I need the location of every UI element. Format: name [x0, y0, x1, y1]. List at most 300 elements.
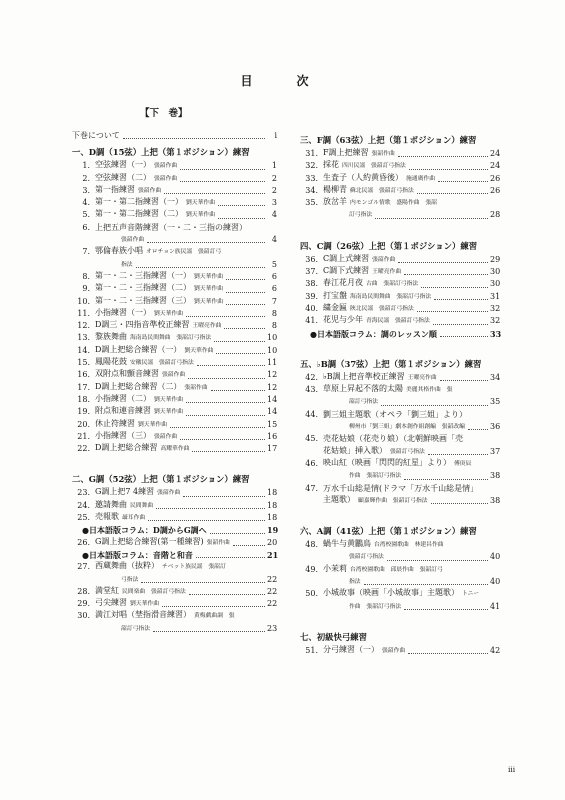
entry-title-text: 劉三姐主題歌（オペラ「劉三姐」より）: [323, 409, 467, 419]
entry-page: 14: [267, 407, 278, 417]
entry-number: 30.: [77, 611, 90, 621]
entry-credit: 柳州市「劉三姐」劇本創作組創編 張韶改編: [349, 424, 465, 431]
entry-credit: 海南島民間舞曲 張韶訂弓指法: [350, 293, 432, 300]
entry-title-text: 第一・第二指練習（二）: [95, 209, 183, 219]
entry-title-text: 放岔羊: [323, 197, 347, 207]
entry-page: 32: [490, 303, 501, 313]
entry-number: 3.: [82, 185, 90, 195]
leader-dots: [468, 429, 488, 430]
entry-page: 22: [267, 599, 278, 609]
entry-title: [323, 196, 437, 209]
entry-title: [323, 644, 405, 657]
entry-credit: 劉天華作曲: [194, 298, 223, 305]
entry-title-text: D調上把総合練習: [95, 443, 158, 453]
entry-title: [95, 344, 213, 357]
entry-number: 33.: [305, 173, 318, 183]
toc-entry: [72, 246, 277, 258]
entry-title: [95, 536, 230, 549]
entry-title: [95, 405, 183, 418]
entry-title: [95, 295, 223, 308]
entry-page: 3: [271, 198, 277, 208]
entry-credit: 古曲 張韶訂弓指法: [366, 281, 419, 288]
entry-page: 12: [267, 370, 278, 380]
entry-title: [72, 130, 120, 142]
entry-title: [323, 314, 430, 327]
leader-dots: [147, 242, 265, 243]
entry-number: 41.: [305, 316, 318, 326]
entry-title: [323, 563, 443, 576]
entry-title-text: 万水千山総是情(ドラマ「万水千山総是情」: [323, 483, 479, 493]
entry-credit: 指法: [121, 261, 133, 268]
entry-number: 32.: [305, 161, 318, 171]
entry-title-text: ●日本語版コラム：音階と和音: [82, 549, 193, 560]
leader-dots: [233, 545, 265, 546]
entry-page: 34: [490, 372, 501, 382]
entry-title: [95, 208, 215, 221]
leader-dots: [398, 156, 488, 157]
entry-page: 18: [267, 500, 278, 510]
entry-title: [95, 442, 189, 455]
entry-title: [118, 573, 138, 586]
page-number: iii: [508, 765, 516, 774]
entry-title-text: C調下式練習: [323, 266, 370, 276]
leader-dots: [211, 390, 265, 391]
entry-number: 12.: [77, 321, 90, 331]
entry-page: 2: [271, 173, 277, 183]
entry-title-text: 第一・二・三指練習（二）: [95, 283, 191, 293]
entry-title: [95, 368, 185, 381]
entry-number: 36.: [305, 254, 318, 264]
entry-title: [323, 587, 479, 600]
toc-entry: [300, 645, 500, 657]
entry-title: [95, 511, 145, 524]
leader-dots: [164, 193, 265, 194]
entry-title-text: ●日本語版コラム：D調からG調へ: [82, 525, 207, 536]
entry-number: 40.: [305, 303, 318, 313]
entry-title: [118, 258, 133, 271]
entry-credit: 王曜亮作曲: [407, 374, 437, 381]
entry-title: [95, 597, 159, 610]
entry-page: 29: [490, 254, 501, 264]
section-heading: 四、C調（26弦）上把（第１ポジション）練習: [300, 240, 478, 251]
leader-dots: [214, 341, 265, 342]
leader-dots: [404, 479, 488, 480]
section-heading: 六、A調（41弦）上把（第１ポジション）練習: [300, 526, 477, 537]
entry-number: 22.: [77, 444, 90, 454]
toc-entry: [72, 537, 277, 549]
entry-page: 30: [490, 279, 501, 289]
entry-title: [323, 383, 452, 396]
entry-title: [95, 486, 180, 499]
entry-credit: 張韶作曲: [371, 151, 395, 157]
entry-credit: 張韶訂弓指法: [390, 448, 425, 455]
entry-title: [95, 159, 177, 172]
entry-page: 28: [490, 210, 501, 220]
toc-entry: [72, 623, 277, 635]
entry-title: [323, 172, 435, 185]
section-heading: 七、初級快弓練習: [300, 631, 367, 642]
leader-dots: [218, 218, 265, 219]
entry-title-text: 満堂紅: [95, 585, 119, 595]
entry-credit: 張韶作曲: [121, 237, 145, 244]
entry-title-text: 小指練習（一）: [95, 307, 151, 317]
entry-title: [346, 469, 401, 482]
entry-title: [310, 328, 437, 340]
entry-title-text: 下巻について: [72, 131, 120, 140]
entry-page: i: [274, 131, 277, 140]
entry-title-text: 小指練習（三）: [95, 430, 151, 440]
leader-dots: [421, 287, 488, 288]
toc-entry: [72, 610, 277, 622]
leader-dots: [364, 584, 488, 585]
entry-credit: 張韶作曲: [138, 187, 162, 194]
entry-credit: 美麗其格作曲 張: [406, 387, 453, 394]
entry-credit: 張韶作曲: [157, 490, 181, 497]
entry-title-text: ●日本語版コラム：調のレッスン順: [310, 328, 437, 339]
entry-title-text: 生査子（人約黄昏後）: [323, 172, 403, 182]
entry-credit: 聶耳作曲: [122, 515, 146, 522]
entry-title-text: 花児与少年: [323, 315, 363, 325]
entry-page: 12: [267, 382, 278, 392]
entry-title: [95, 393, 183, 406]
entry-credit: 劉天華作曲: [138, 421, 167, 428]
entry-number: 20.: [77, 419, 90, 429]
entry-title-text: 上把五声音階練習（一・二・三指の練習）: [95, 222, 247, 232]
entry-credit: 安徽民謡 張韶訂弓指法: [130, 360, 194, 367]
section-heading: 一、D調（15弦）上把（第１ポジション）練習: [72, 147, 250, 158]
leader-dots: [162, 606, 265, 607]
entry-page: 22: [267, 586, 278, 596]
leader-dots: [148, 520, 265, 521]
entry-credit: 蘇北民謡 張韶訂弓指法: [350, 187, 414, 194]
entry-credit: 訂弓指法: [349, 212, 373, 219]
leader-dots: [123, 138, 265, 139]
entry-credit: 張韶訂弓指法: [349, 554, 384, 561]
leader-dots: [381, 405, 488, 406]
leader-dots: [434, 299, 488, 300]
entry-number: 8.: [82, 271, 90, 281]
toc-entry: [300, 328, 500, 340]
entry-page: 19: [267, 525, 279, 536]
leader-dots: [387, 560, 488, 561]
entry-number: 37.: [305, 267, 318, 277]
entry-credit: 青海民謡 張韶訂弓指法: [366, 318, 430, 325]
entry-number: 31.: [305, 149, 318, 158]
entry-page: 6: [271, 271, 277, 281]
entry-title-text: D調三・四指音準校正練習: [95, 320, 190, 330]
entry-title-text: 双附点和顫音練習: [95, 369, 159, 379]
entry-title: [95, 270, 223, 283]
entry-number: 38.: [305, 279, 318, 289]
entry-title-text: 花姑娘」挿入歌）: [323, 445, 387, 455]
entry-number: 39.: [305, 291, 318, 301]
entry-title: [323, 302, 414, 315]
entry-credit: 張韶作曲: [154, 163, 178, 170]
entry-credit: 張韶作曲: [184, 384, 208, 391]
entry-title: [323, 457, 471, 470]
leader-dots: [180, 181, 265, 182]
entry-number: 45.: [305, 434, 318, 444]
toc-right-column: [300, 130, 500, 657]
entry-credit: 韶訂弓指法: [349, 399, 378, 406]
entry-number: 5.: [82, 210, 90, 220]
entry-title: [95, 381, 208, 394]
entry-title: [95, 172, 177, 185]
leader-dots: [431, 503, 488, 504]
entry-title: [95, 307, 183, 320]
leader-dots: [226, 279, 265, 280]
entry-title-text: 黎族舞曲: [95, 332, 127, 342]
entry-number: 48.: [305, 540, 318, 550]
entry-number: 42.: [305, 372, 318, 382]
entry-page: 37: [490, 446, 501, 456]
entry-number: 35.: [305, 198, 318, 208]
entry-title: [323, 147, 395, 160]
entry-title: [323, 371, 437, 384]
entry-number: 9.: [82, 284, 90, 294]
entry-title-text: 鄂倫春族小唱: [95, 246, 143, 256]
leader-dots: [180, 169, 265, 170]
leader-dots: [404, 274, 488, 275]
entry-page: 10: [267, 345, 278, 355]
entry-title-text: 弓尖練習: [95, 598, 127, 608]
entry-number: 10.: [77, 296, 90, 306]
entry-number: 26.: [77, 537, 90, 547]
entry-number: 11.: [77, 308, 90, 318]
entry-title: [95, 196, 215, 209]
entry-page: 15: [267, 419, 278, 429]
entry-number: 15.: [77, 358, 90, 368]
entry-title-text: 繍金匾: [323, 302, 347, 312]
entry-credit: 陝北民謡 張韶訂弓指法: [350, 305, 414, 312]
entry-number: 14.: [77, 345, 90, 355]
section-gap: [300, 613, 500, 627]
entry-page: 40: [490, 552, 501, 562]
entry-title: [346, 420, 465, 433]
entry-number: 46.: [305, 458, 318, 468]
entry-page: 5: [271, 259, 277, 269]
leader-dots: [428, 454, 488, 455]
entry-credit: 劉天華作曲: [154, 310, 183, 317]
entry-title: [323, 159, 406, 172]
entry-title-text: 第一・第二指練習（一）: [95, 197, 183, 207]
entry-title-text: 草原上昇起不落的太陽: [323, 384, 403, 394]
entry-credit: 張韶作曲: [162, 372, 186, 379]
entry-number: 16.: [77, 370, 90, 380]
entry-number: 49.: [305, 564, 318, 574]
entry-page: 30: [490, 267, 501, 277]
entry-title: [323, 184, 414, 197]
leader-dots: [409, 169, 488, 170]
entry-credit: 王曜亮作曲: [372, 269, 402, 276]
entry-credit: 劉天華作曲: [186, 212, 215, 219]
entry-credit: 顧嘉輝作曲 張韶訂弓指法: [358, 497, 428, 504]
entry-title: [95, 560, 226, 573]
entry-title: [95, 585, 186, 598]
entry-title: [95, 245, 221, 258]
entry-page: 10: [267, 333, 278, 343]
entry-page: 4: [271, 235, 277, 245]
entry-title-text: 小茉莉: [323, 563, 347, 573]
entry-number: 2.: [82, 173, 90, 183]
entry-credit: 作曲 張韶訂弓指法: [349, 473, 402, 480]
entry-credit: 張韶作曲: [382, 647, 406, 654]
leader-dots: [404, 609, 488, 610]
section-gap: [300, 340, 500, 354]
entry-credit: 劉天華作曲: [154, 409, 183, 416]
toc-entry: [72, 561, 277, 573]
entry-title-text: 蝸牛与黄鸝鳥: [323, 539, 371, 549]
toc-entry: [72, 209, 277, 221]
section-heading: 三、F調（63弦）上把（第１ポジション）練習: [300, 135, 477, 145]
leader-dots: [186, 316, 265, 317]
entry-title-text: 邀請舞曲: [95, 499, 127, 509]
entry-credit: 劉天華作曲: [194, 286, 223, 293]
entry-page: 21: [267, 549, 279, 560]
entry-page: 32: [490, 316, 501, 326]
entry-credit: 内モンゴル情歌 盛陽作曲 張韶: [350, 200, 437, 207]
entry-page: 6: [271, 284, 277, 294]
entry-page: 14: [267, 394, 278, 404]
entry-page: 8: [271, 308, 277, 318]
toc-entry: [72, 512, 277, 524]
entry-page: 7: [271, 296, 277, 306]
leader-dots: [210, 533, 265, 534]
entry-page: 22: [267, 574, 278, 584]
entry-page: 4: [271, 210, 277, 220]
entry-number: 4.: [82, 198, 90, 208]
entry-page: 18: [267, 488, 278, 498]
entry-page: 41: [490, 601, 501, 611]
section-heading: 五、♭B調（37弦）上把（第１ポジション）練習: [300, 358, 482, 369]
entry-title-text: 映山紅（映画「閃閃的紅星」より）: [323, 457, 451, 467]
entry-number: 25.: [77, 513, 90, 523]
entry-page: 8: [271, 321, 277, 331]
leader-dots: [196, 557, 265, 558]
entry-number: 28.: [77, 586, 90, 596]
entry-title-text: 附点和連音練習: [95, 406, 151, 416]
page-title: 目 次: [240, 74, 325, 88]
entry-credit: 四川民謡 張韶訂弓指法: [342, 163, 406, 170]
toc-entry: [300, 209, 500, 221]
toc-entry: [72, 443, 277, 455]
entry-credit: 劉天華作曲: [186, 200, 215, 207]
leader-dots: [136, 267, 265, 268]
entry-number: 51.: [305, 645, 318, 655]
entry-page: 26: [490, 173, 501, 183]
entry-title-text: 楊柳青: [323, 184, 347, 194]
entry-number: 13.: [77, 333, 90, 343]
leader-dots: [183, 496, 265, 497]
entry-title: [323, 445, 425, 458]
entry-number: 1.: [82, 161, 90, 171]
entry-title-text: D調上把総合練習（二）: [95, 381, 182, 391]
entry-credit: 張韶作曲: [372, 256, 396, 263]
leader-dots: [408, 653, 488, 654]
leader-dots: [180, 439, 265, 440]
entry-number: 34.: [305, 185, 318, 195]
entry-title-text: 主題歌）: [323, 494, 355, 504]
leader-dots: [186, 415, 265, 416]
section-heading: 二、G調（52弦）上把（第１ポジション）練習: [72, 474, 250, 485]
leader-dots: [226, 292, 265, 293]
entry-credit: 劉天華作曲: [184, 347, 214, 354]
leader-dots: [192, 451, 265, 452]
entry-title-text: 小指練習（二）: [95, 393, 151, 403]
entry-title: [323, 538, 444, 551]
entry-page: 42: [490, 645, 501, 655]
entry-number: 6.: [82, 222, 90, 232]
entry-title-text: G調上把総合練習(第一種練習): [95, 536, 204, 546]
toc-entry: [300, 470, 500, 482]
entry-credit: 王曜亮作曲: [192, 323, 222, 330]
leader-dots: [197, 365, 265, 366]
entry-number: 43.: [305, 385, 318, 395]
entry-credit: 劉天華作曲: [154, 396, 183, 403]
entry-page: 18: [267, 513, 278, 523]
entry-title-text: 空弦練習（一）: [95, 160, 151, 170]
entry-credit: 劉天華作曲: [130, 601, 159, 608]
entry-page: 23: [267, 623, 278, 633]
toc-entry: [300, 495, 500, 507]
entry-number: 27.: [77, 562, 90, 572]
entry-title-text: 第一・二・三指練習（一）: [95, 270, 191, 280]
entry-credit: 張韶作曲: [154, 175, 178, 182]
section-gap: [300, 222, 500, 236]
entry-credit: 傅庚辰: [454, 460, 472, 467]
entry-credit: チベット族民謡 張韶訂: [162, 564, 226, 571]
entry-number: 21.: [77, 431, 90, 441]
entry-title: [346, 208, 372, 221]
entry-number: 19.: [77, 407, 90, 417]
entry-title-text: F調上把練習: [323, 148, 369, 157]
entry-title-text: 西蔵舞曲（抜粋）: [95, 561, 159, 571]
leader-dots: [188, 378, 265, 379]
leader-dots: [226, 304, 265, 305]
entry-title: [95, 430, 177, 443]
entry-number: 24.: [77, 500, 90, 510]
entry-title-text: 第一・二・三指練習（三）: [95, 295, 191, 305]
entry-title: [323, 265, 401, 278]
entry-title-text: ♭B調上把音準校正練習: [323, 371, 405, 381]
toc-left-column: [72, 130, 277, 635]
entry-title-text: 満江対唱（埜指滑音練習）: [95, 610, 191, 620]
leader-dots: [156, 508, 265, 509]
entry-title: [346, 600, 401, 613]
entry-credit: 台湾校園歌曲 林建昌作曲: [374, 542, 444, 549]
section-gap: [72, 455, 277, 469]
entry-credit: 民間舞曲: [130, 502, 154, 509]
entry-credit: 台湾校園歌曲 邱晨作曲 張韶訂弓: [350, 566, 443, 573]
leader-dots: [440, 380, 488, 381]
entry-title-text: 空弦練習（二）: [95, 172, 151, 182]
entry-credit: 指法: [349, 579, 361, 586]
section-gap: [300, 507, 500, 521]
entry-title-text: 小城故事（映画「小城故事」主題歌）: [323, 588, 459, 598]
entry-title: [95, 356, 194, 369]
entry-title-text: 春江花月夜: [323, 278, 363, 288]
entry-number: 50.: [305, 589, 318, 599]
entry-title: [323, 290, 431, 303]
entry-title: [95, 184, 161, 197]
entry-title-text: 打宝盤: [323, 290, 347, 300]
entry-title: [346, 395, 378, 408]
entry-number: 7.: [82, 247, 90, 257]
entry-credit: 施通廣作曲: [406, 175, 435, 182]
entry-page: 36: [490, 422, 501, 432]
entry-page: 40: [490, 577, 501, 587]
leader-dots: [438, 181, 488, 182]
